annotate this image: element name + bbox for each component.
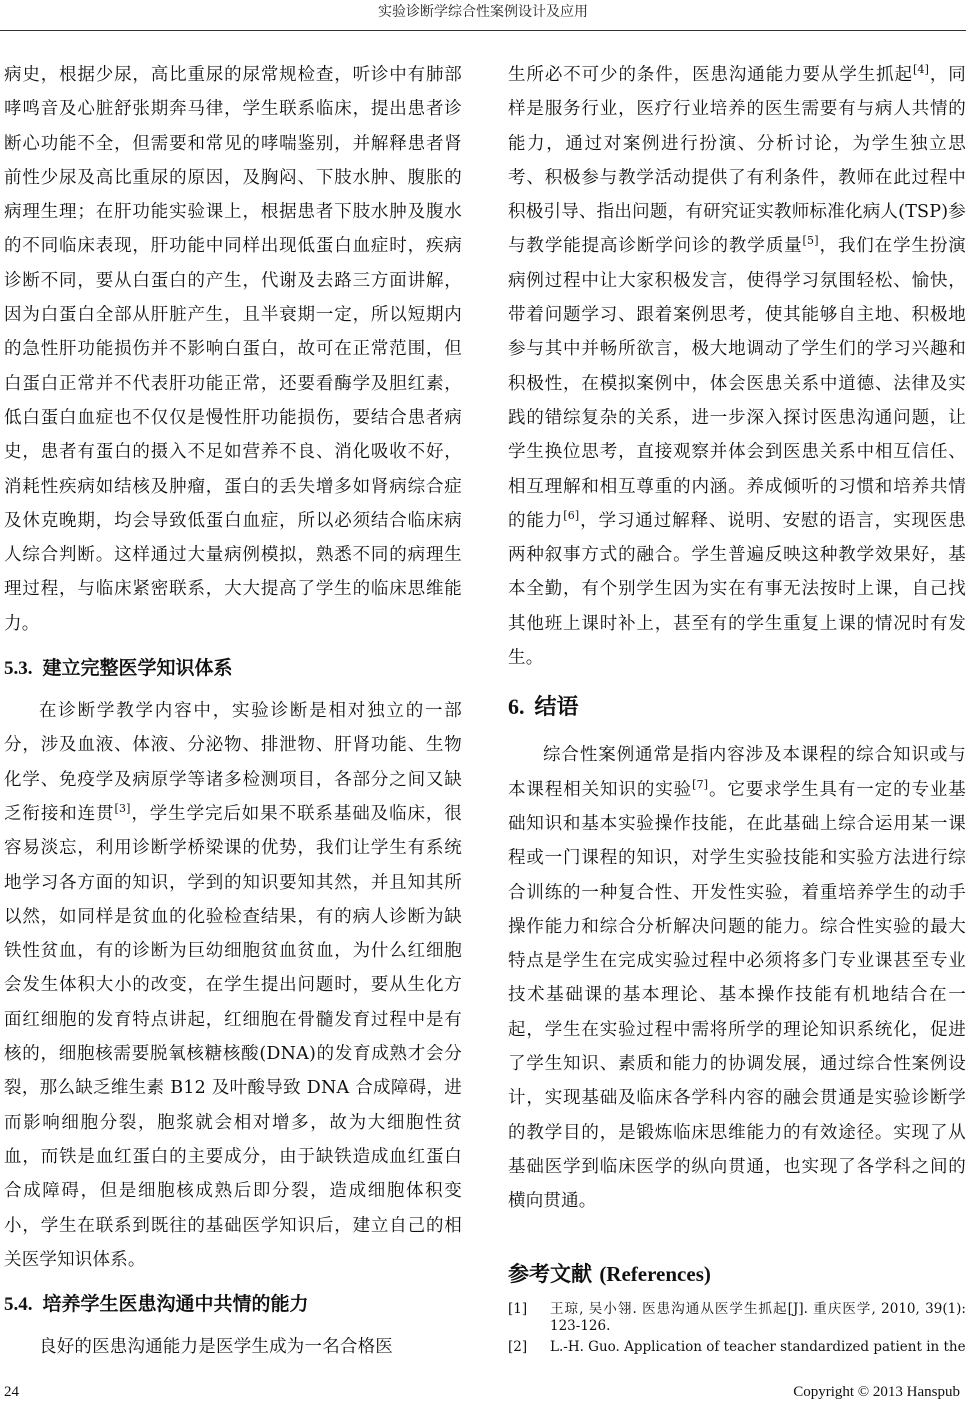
section-title: 结语 bbox=[534, 695, 579, 721]
citation[interactable]: [3] bbox=[114, 802, 131, 816]
reference-item bbox=[508, 1339, 966, 1356]
section-number: 5.4. bbox=[4, 1294, 33, 1316]
reference-text: 王琼, 吴小翎. 医患沟通从医学生抓起[J]. 重庆医学, 2010, 39(1): 123-126. bbox=[550, 1300, 966, 1334]
reference-text: L.-H. Guo. Application of teacher standardized patient in the bbox=[550, 1338, 966, 1355]
citation[interactable]: [5] bbox=[802, 234, 819, 248]
page-number: 24 bbox=[4, 1384, 19, 1400]
reference-list bbox=[508, 1301, 966, 1356]
paragraph-text: 综合性案例通常是指内容涉及本课程的综合知识或与本课程相关知识的实验 bbox=[508, 745, 966, 800]
reference-number: [2] bbox=[508, 1338, 528, 1355]
paragraph-text: 。它要求学生具有一定的专业基础知识和基本实验操作技能，在此基础上综合运用某一课程或一门课程的知识，对学生实验技能和实验方法进行综合训练的一种复合性、开发性实验，着重培养学生的动手操作能力和综合分析解决问题的能力。综合性实验的最大特点是学生在完成实验过程中必须将多门专业课甚至专业技术基础课的基本理论、基本操作技能有机地结合在一起，学生在实验过程中需将所学的理论知识系统化，促进了学生知识、素质和能力的协调发展，通过综合性案例设计，实现基础及临床各学科内容的融会贯通是实验诊断学的教学目的，是锻炼临床思维能力的有效途径。实现了从基础医学到临床医学的纵向贯通，也实现了各学科之间的横向贯通。 bbox=[508, 779, 966, 1212]
paragraph-text: ，学生学完后如果不联系基础及临床，很容易淡忘，利用诊断学桥梁课的优势，我们让学生有系统地学习各方面的知识，学到的知识要知其然，并且知其所以然，如同样是贫血的化验检查结果，有的病人诊断为缺铁性贫血，有的诊断为巨幼细胞贫血贫血，为什么红细胞会发生体积大小的改变，在学生提出问题时，要从生化方面红细胞的发育特点讲起，红细胞在骨髓发育过程中是有核的，细胞核需要脱氧核糖核酸(DNA)的发育成熟才会分裂，那么缺乏维生素 B12 及叶酸导致 DNA 合成障碍，进而影响细胞分裂，胞浆就会相对增多，故为大细胞性贫血，而铁是血红蛋白的主要成分，由于缺铁造成血红蛋白合成障碍，但是细胞核成熟后即分裂，造成细胞体积变小，学生在联系到既往的基础医学知识后，建立自己的相关医学知识体系。 bbox=[4, 803, 462, 1270]
references-heading bbox=[508, 1257, 966, 1291]
references-title-en: (References) bbox=[599, 1261, 711, 1286]
paragraph-text: 在诊断学教学内容中，实验诊断是相对独立的一部分，涉及血液、体液、分泌物、排泄物、肝肾功能、生物化学、免疫学及病原学等诸多检测项目，各部分之间又缺乏衔接和连贯 bbox=[4, 701, 462, 824]
reference-number: [1] bbox=[508, 1300, 528, 1317]
paragraph-continued: 病史，根据少尿，高比重尿的尿常规检查，听诊中有肺部哮鸣音及心脏舒张期奔马律，学生联系临床，提出患者诊断心功能不全，但需要和常见的哮喘鉴别，并解释患者肾前性少尿及高比重尿的原因，及胸闷、下肢水肿、腹胀的病理生理；在肝功能实验课上，根据患者下肢水肿及腹水的不同临床表现，肝功能中同样出现低蛋白血症时，疾病诊断不同，要从白蛋白的产生，代谢及去路三方面讲解，因为白蛋白全部从肝脏产生，且半衰期一定，所以短期内的急性肝功能损伤并不影响白蛋白，故可在正常范围，但白蛋白正常并不代表肝功能正常，还要看酶学及胆红素，低白蛋白血症也不仅仅是慢性肝功能损伤，要结合患者病史，患者有蛋白的摄入不足如营养不良、消化吸收不好，消耗性疾病如结核及肿瘤，蛋白的丢失增多如肾病综合症及休克晚期，均会导致低蛋白血症，所以必须结合临床病人综合判断。这样通过大量病例模拟，熟悉不同的病理生理过程，与临床紧密联系，大大提高了学生的临床思维能力。 bbox=[4, 65, 462, 634]
section-title: 培养学生医患沟通中共情的能力 bbox=[42, 1293, 309, 1316]
page-footer bbox=[0, 1380, 966, 1414]
paragraph-conclusion bbox=[508, 738, 966, 1218]
running-head bbox=[0, 0, 966, 31]
paragraph-text: ，我们在学生扮演病例过程中让大家积极发言，使得学习氛围轻松、愉快，带着问题学习、跟着案例思考，使其能够自主地、积极地参与其中并畅所欲言，极大地调动了学生们的学习兴趣和积极性，在模拟案例中，体会医患关系中道德、法律及实践的错综复杂的关系，进一步深入探讨医患沟通问题，让学生换位思考，直接观察并体会到医患关系中相互信任、相互理解和相互尊重的内涵。养成倾听的习惯和培养共情的能力 bbox=[508, 236, 966, 531]
section-title: 建立完整医学知识体系 bbox=[42, 657, 233, 680]
copyright-notice: Copyright © 2013 Hanspub bbox=[793, 1384, 960, 1400]
left-column bbox=[4, 58, 462, 1364]
citation[interactable]: [4] bbox=[912, 63, 930, 77]
citation[interactable]: [7] bbox=[692, 777, 709, 791]
paragraph-text: ，学习通过解释、说明、安慰的语言，实现医患两种叙事方式的融合。学生普遍反映这种教学效果好，基本全勤，有个别学生因为实在有事无法按时上课，自己找其他班上课时补上，甚至有的学生重复上课的情况时有发生。 bbox=[508, 510, 966, 669]
paragraph-communication: 良好的医患沟通能力是医学生成为一名合格医 bbox=[39, 1337, 393, 1358]
journal-running-title: 实验诊断学综合性案例设计及应用 bbox=[378, 4, 588, 20]
section-heading-5-3 bbox=[4, 653, 462, 684]
section-heading-5-4 bbox=[4, 1289, 462, 1320]
right-column bbox=[508, 58, 966, 1360]
citation[interactable]: [6] bbox=[563, 509, 580, 523]
section-number: 6. bbox=[508, 694, 525, 720]
section-number: 5.3. bbox=[4, 658, 33, 680]
reference-item bbox=[508, 1301, 966, 1335]
paragraph-text: 生所必不可少的条件，医患沟通能力要从学生抓起 bbox=[508, 65, 913, 85]
section-heading-6 bbox=[508, 687, 966, 728]
paragraph-communication-continued bbox=[508, 58, 966, 675]
paragraph-text: ，同样是服务行业，医疗行业培养的医生需要有与病人共情的能力，通过对案例进行扮演、分析讨论，为学生独立思考、积极参与教学活动提供了有利条件，教师在此过程中积极引导、指出问题，有研究证实教师标准化病人(TSP)参与教学能提高诊断学问诊的教学质量 bbox=[508, 65, 966, 257]
paragraph-knowledge-system bbox=[4, 694, 462, 1277]
references-title-cn: 参考文献 bbox=[508, 1261, 592, 1286]
